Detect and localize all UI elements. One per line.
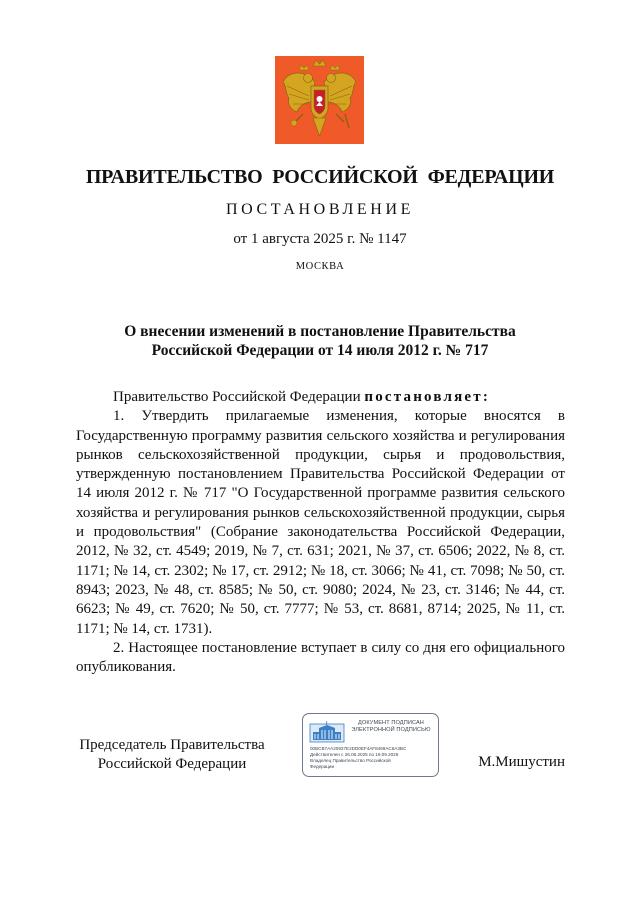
subject-line: О внесении изменений в постановление Правительства [124, 323, 516, 340]
government-title: ПРАВИТЕЛЬСТВО РОССИЙСКОЙ ФЕДЕРАЦИИ [85, 166, 555, 188]
signatory-position-line: Российской Федерации [97, 756, 247, 772]
electronic-signature-stamp [302, 713, 439, 777]
stamp-owner: Владелец Правительство Российской [310, 758, 391, 763]
document-date-number: от 1 августа 2025 г. № 1147 [233, 231, 407, 247]
subject-line: Российской Федерации от 14 июля 2012 г. № 717 [151, 342, 489, 359]
signatory-position-line: Председатель Правительства [79, 737, 265, 753]
stamp-owner: Федерации [310, 764, 335, 769]
document-city: МОСКВА [295, 261, 345, 272]
paragraph-item-1: 1. Утвердить прилагаемые изменения, которые вносятся в Государственную программу развития сельского хозяйства и регулирования рынков сельскохозяйственной продукции, сырья и продовольствия, утвержденную постановлением Правительства Российской Федерации от 14 июля 2012 г. № 717 "О Государственной программе развития сельского хозяйства и регулирования рынков сельскохозяйственной продукции, сырья и продовольствия" (Собрание законодательства Российской Федерации, 2012, № 32, ст. 4549; 2019, № 7, ст. 631; 2021, № 37, ст. 6506; 2022, № 8, ст. 1171; № 14, ст. 2302; № 17, ст. 2912; № 18, ст. 3066; № 41, ст. 7098; № 50, ст. 8943; 2023, № 48, ст. 8585; № 50, ст. 9080; 2024, № 23, ст. 3146; № 44, ст. 6623; № 49, ст. 7620; № 50, ст. 7777; № 53, ст. 8681, 8714; 2025, № 11, ст. 1171; № 14, ст. 1731). [76, 408, 565, 637]
stamp-certificate: 00BCB7AA20937E2DD0EF4AF8469AC6A3BC [310, 746, 407, 751]
stamp-validity: Действителен с 26.06.2025 по 19.09.2026 [310, 752, 399, 757]
stamp-details [310, 746, 436, 770]
stamp-title [345, 720, 437, 734]
document-body [76, 388, 565, 677]
coat-of-arms-icon [275, 56, 364, 144]
stamp-title-line: ДОКУМЕНТ ПОДПИСАН [358, 720, 424, 726]
preamble-keyword: постановляет: [364, 389, 491, 405]
preamble-text: Правительство Российской Федерации [113, 389, 365, 405]
stamp-title-line: ЭЛЕКТРОННОЙ ПОДПИСЬЮ [351, 727, 431, 733]
government-building-icon [309, 720, 345, 744]
paragraph-item-2: 2. Настоящее постановление вступает в силу со дня его официального опубликования. [76, 639, 565, 676]
preamble [76, 388, 565, 407]
document-subject [60, 322, 580, 360]
signatory-position [76, 736, 268, 774]
signatory-name: М.Мишустин [478, 754, 565, 770]
document-type: ПОСТАНОВЛЕНИЕ [226, 201, 414, 218]
